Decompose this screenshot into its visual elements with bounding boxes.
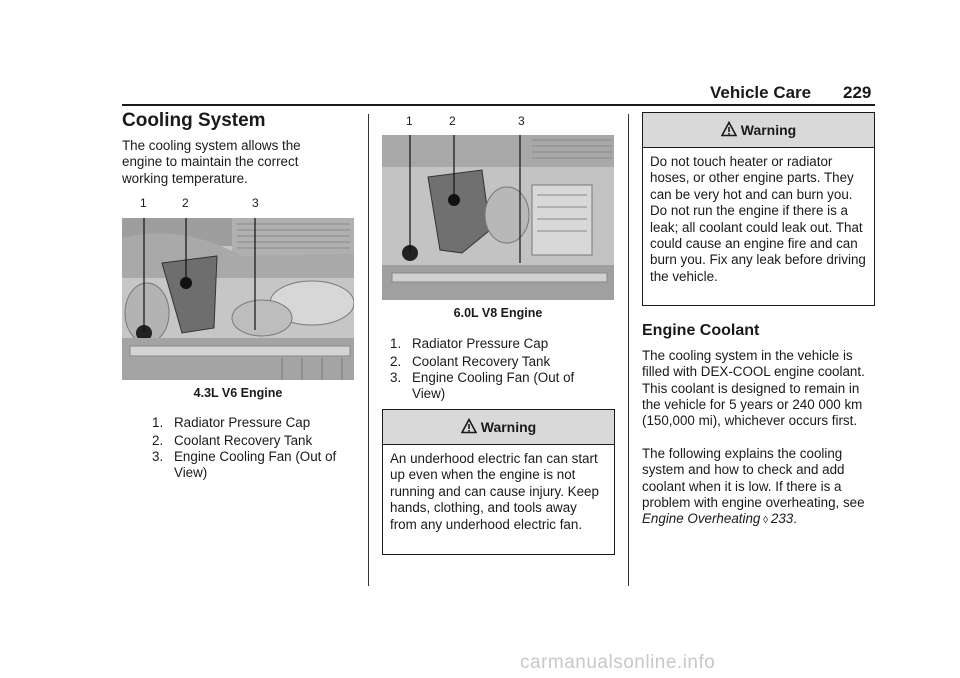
figure1-callout-2: 2 bbox=[182, 196, 189, 210]
warning-triangle-icon bbox=[461, 418, 477, 437]
warning-title: Warning bbox=[480, 419, 537, 435]
figure1-callout-1: 1 bbox=[140, 196, 147, 210]
list-item: 2. Coolant Recovery Tank bbox=[390, 353, 551, 369]
intro-paragraph: The cooling system allows the engine to maintain the correct working temperature. bbox=[122, 138, 301, 186]
warning-header bbox=[643, 113, 874, 148]
warning-box-fan bbox=[382, 409, 615, 555]
list-item: 1. Radiator Pressure Cap bbox=[390, 336, 549, 351]
section-title: Vehicle Care bbox=[710, 83, 812, 102]
figure2-callout-1: 1 bbox=[406, 114, 413, 128]
column-divider-1 bbox=[368, 114, 369, 586]
warning-triangle-icon bbox=[721, 121, 737, 140]
section-heading: Engine Coolant bbox=[642, 322, 760, 339]
list-item: 3. Engine Cooling Fan (Out of View) bbox=[152, 449, 337, 480]
engine-overheating-link[interactable]: Engine Overheating bbox=[642, 511, 761, 527]
page-reference-icon: ◊ bbox=[760, 515, 771, 527]
header-rule bbox=[122, 104, 875, 106]
page-title: Cooling System bbox=[122, 110, 266, 131]
column-divider-2 bbox=[628, 114, 629, 586]
page-number: 229 bbox=[843, 83, 872, 102]
figure2-legend bbox=[390, 335, 610, 402]
coolant-paragraph-1: The cooling system in the vehicle is filled with DEX-COOL engine coolant. This coolant is designed to remain in the vehicle for 5 years or 240 000 km (150,000 mi), whichever occurs first. bbox=[642, 348, 865, 429]
warning-text: Do not touch heater or radiator hoses, or other engine parts. They can be very hot and can burn you. Do not run the engine if there is a leak; all coolant could leak out. That could cause an engine fire and can burn you. Fix any leak before driving the vehicle. bbox=[650, 154, 866, 284]
warning-header bbox=[383, 410, 614, 445]
figure2-callout-3: 3 bbox=[518, 114, 525, 128]
figure1-legend bbox=[152, 414, 342, 481]
warning-text: An underhood electric fan can start up even when the engine is not running and can cause injury. Keep hands, clothing, and tools away from any underhood electric fan. bbox=[390, 451, 599, 532]
figure2-caption: 6.0L V8 Engine bbox=[453, 306, 543, 320]
reference-page[interactable]: 233 bbox=[770, 511, 794, 527]
list-item: 3. Engine Cooling Fan (Out of View) bbox=[390, 370, 575, 401]
figure2-callout-2: 2 bbox=[449, 114, 456, 128]
engine-image-v6 bbox=[122, 218, 354, 380]
engine-image-v8 bbox=[382, 135, 614, 300]
list-item: 2. Coolant Recovery Tank bbox=[152, 432, 313, 448]
warning-box-hoses bbox=[642, 112, 875, 306]
figure1-callout-3: 3 bbox=[252, 196, 259, 210]
coolant-paragraph-2: The following explains the cooling system and how to check and add coolant when it is low. If there is a problem with engine overheating, see Engine Overheating ◊ 233. bbox=[642, 446, 865, 527]
list-item: 1. Radiator Pressure Cap bbox=[152, 415, 311, 430]
warning-title: Warning bbox=[740, 122, 797, 138]
watermark: carmanualsonline.info bbox=[520, 652, 716, 673]
figure1-caption: 4.3L V6 Engine bbox=[193, 386, 283, 400]
